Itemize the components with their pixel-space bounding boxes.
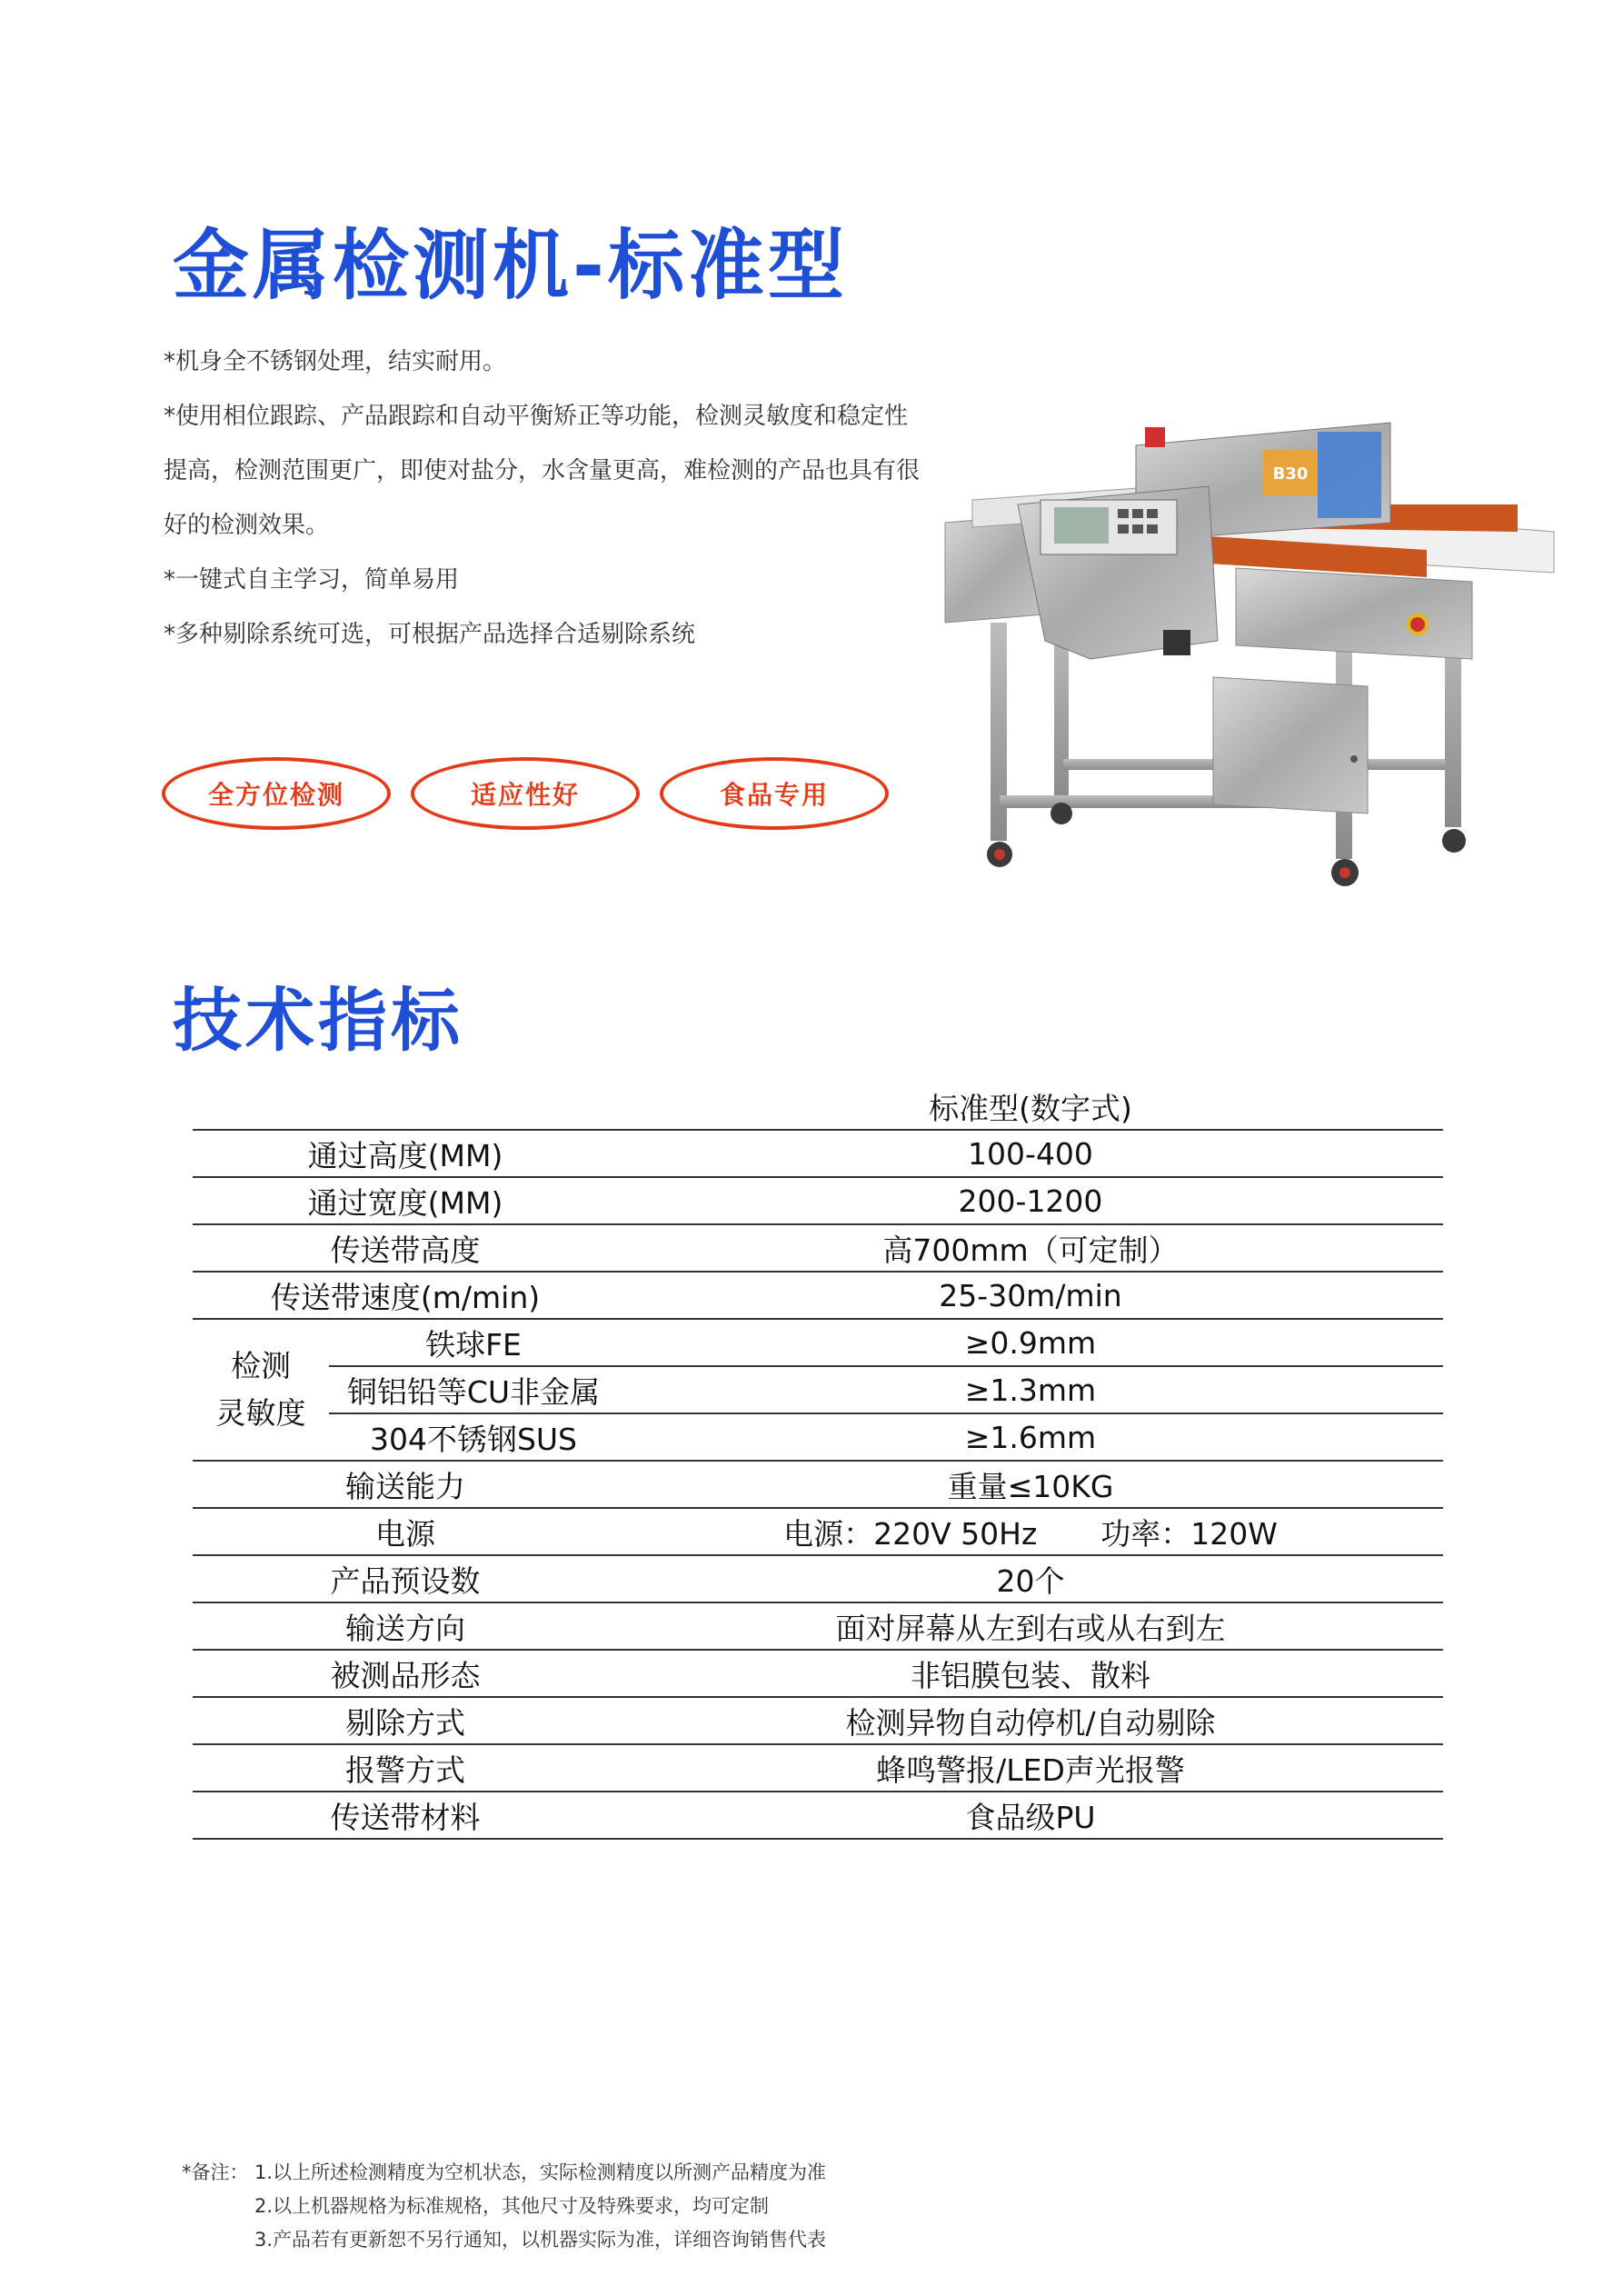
- wheel: [1050, 803, 1072, 824]
- wheel-hub: [994, 849, 1005, 860]
- footnote-line: [182, 2190, 826, 2223]
- table-row: [193, 1177, 1443, 1224]
- footnote-text: 2.以上机器规格为标准规格，其他尺寸及特殊要求，均可定制: [254, 2195, 770, 2217]
- badge-label: 食品专用: [719, 780, 829, 810]
- footnote-lead: *备注：: [182, 2161, 249, 2183]
- table-row: [193, 1602, 1443, 1650]
- sensitivity-group-label: [193, 1319, 329, 1461]
- spec-label: 输送方向: [193, 1602, 618, 1650]
- footnotes: [182, 2156, 826, 2257]
- spec-value: 高700mm（可定制）: [618, 1224, 1443, 1272]
- spec-value: 20个: [618, 1555, 1443, 1602]
- badge-food-grade: [660, 757, 889, 830]
- table-row: [193, 1224, 1443, 1272]
- feature-line: *使用相位跟踪、产品跟踪和自动平衡矫正等功能，检测灵敏度和稳定性: [164, 403, 909, 430]
- table-row: [193, 1650, 1443, 1697]
- detector-label-panel: [1318, 432, 1381, 518]
- sensitivity-group-line: 检测: [231, 1348, 291, 1383]
- panel-key: [1132, 524, 1143, 534]
- spec-value: 200-1200: [618, 1177, 1443, 1224]
- spec-value: ≥1.6mm: [618, 1413, 1443, 1461]
- badge-label: 全方位检测: [207, 780, 344, 810]
- table-row: [193, 1697, 1443, 1744]
- panel-key: [1118, 524, 1129, 534]
- alarm-light: [1145, 427, 1165, 447]
- wheel-hub: [1339, 867, 1350, 878]
- table-row: [193, 1366, 1443, 1413]
- feature-line: *机身全不锈钢处理，结实耐用。: [164, 348, 507, 375]
- spec-value: 非铝膜包装、散料: [618, 1650, 1443, 1697]
- feature-line: 好的检测效果。: [164, 512, 330, 539]
- table-row: [193, 1744, 1443, 1792]
- power-rating-value: 功率：120W: [1100, 1515, 1278, 1552]
- badge-adaptability: [411, 757, 640, 830]
- power-supply-value: 电源：220V 50Hz: [783, 1515, 1038, 1552]
- spec-value: ≥1.3mm: [618, 1366, 1443, 1413]
- table-row: [193, 1319, 1443, 1366]
- badge-label: 适应性好: [470, 780, 580, 810]
- panel-key: [1147, 509, 1158, 518]
- spec-label: 电源: [193, 1508, 618, 1555]
- footnote-text: 1.以上所述检测精度为空机状态，实际检测精度以所测产品精度为准: [254, 2161, 827, 2183]
- spec-section-title: 技术指标: [173, 980, 463, 1061]
- spec-value: ≥0.9mm: [618, 1319, 1443, 1366]
- spec-value: 检测异物自动停机/自动剔除: [618, 1697, 1443, 1744]
- panel-key: [1118, 509, 1129, 518]
- solenoid-valve: [1163, 630, 1190, 655]
- model-label-text: B30: [1272, 464, 1309, 484]
- footnote-line: [182, 2223, 826, 2257]
- spec-label: 通过高度(MM): [193, 1130, 618, 1177]
- lcd-screen: [1054, 507, 1109, 544]
- page-title: 金属检测机-标准型: [173, 221, 848, 310]
- wheel: [1442, 829, 1466, 853]
- cabinet-lock: [1350, 755, 1358, 763]
- spec-value: 25-30m/min: [618, 1272, 1443, 1319]
- spec-value: 重量≤10KG: [618, 1461, 1443, 1508]
- feature-badges: [162, 757, 889, 830]
- footnote-text: 3.产品若有更新恕不另行通知，以机器实际为准，详细咨询销售代表: [254, 2229, 827, 2251]
- table-row: [193, 1413, 1443, 1461]
- spec-value: [618, 1508, 1443, 1555]
- footnote-line: [182, 2156, 826, 2190]
- feature-list: [164, 334, 1054, 662]
- sensitivity-group-line: 灵敏度: [215, 1395, 306, 1431]
- table-row: [193, 1508, 1443, 1555]
- panel-key: [1132, 509, 1143, 518]
- spec-model-header: 标准型(数字式): [618, 1083, 1443, 1130]
- badge-all-round-detection: [162, 757, 391, 830]
- spec-sub-label: 铁球FE: [329, 1319, 618, 1366]
- panel-key: [1147, 524, 1158, 534]
- spec-label: 传送带速度(m/min): [193, 1272, 618, 1319]
- reject-section: [1236, 568, 1472, 659]
- spec-sub-label: 304不锈钢SUS: [329, 1413, 618, 1461]
- metal-detector-machine-image: [936, 414, 1572, 904]
- table-row: [193, 1555, 1443, 1602]
- spec-header-row: [193, 1083, 1443, 1130]
- spec-label: 报警方式: [193, 1744, 618, 1792]
- emergency-stop-button: [1410, 617, 1425, 632]
- spec-sub-label: 铜铝铅等CU非金属: [329, 1366, 618, 1413]
- control-cabinet: [1213, 677, 1368, 814]
- feature-line: *一键式自主学习，简单易用: [164, 566, 460, 594]
- spec-label: 通过宽度(MM): [193, 1177, 618, 1224]
- feature-line: 提高，检测范围更广，即使对盐分，水含量更高，难检测的产品也具有很: [164, 457, 921, 484]
- spec-label: 产品预设数: [193, 1555, 618, 1602]
- spec-value: 食品级PU: [618, 1792, 1443, 1839]
- spec-value: 100-400: [618, 1130, 1443, 1177]
- spec-table: [193, 1083, 1443, 1840]
- table-row: [193, 1272, 1443, 1319]
- spec-value: 蜂鸣警报/LED声光报警: [618, 1744, 1443, 1792]
- spec-value: 面对屏幕从左到右或从右到左: [618, 1602, 1443, 1650]
- table-row: [193, 1461, 1443, 1508]
- feature-line: *多种剔除系统可选，可根据产品选择合适剔除系统: [164, 621, 696, 648]
- spec-label: 传送带高度: [193, 1224, 618, 1272]
- spec-label: 输送能力: [193, 1461, 618, 1508]
- spec-label: 被测品形态: [193, 1650, 618, 1697]
- spec-label: 剔除方式: [193, 1697, 618, 1744]
- table-row: [193, 1792, 1443, 1839]
- spec-label: 传送带材料: [193, 1792, 618, 1839]
- table-row: [193, 1130, 1443, 1177]
